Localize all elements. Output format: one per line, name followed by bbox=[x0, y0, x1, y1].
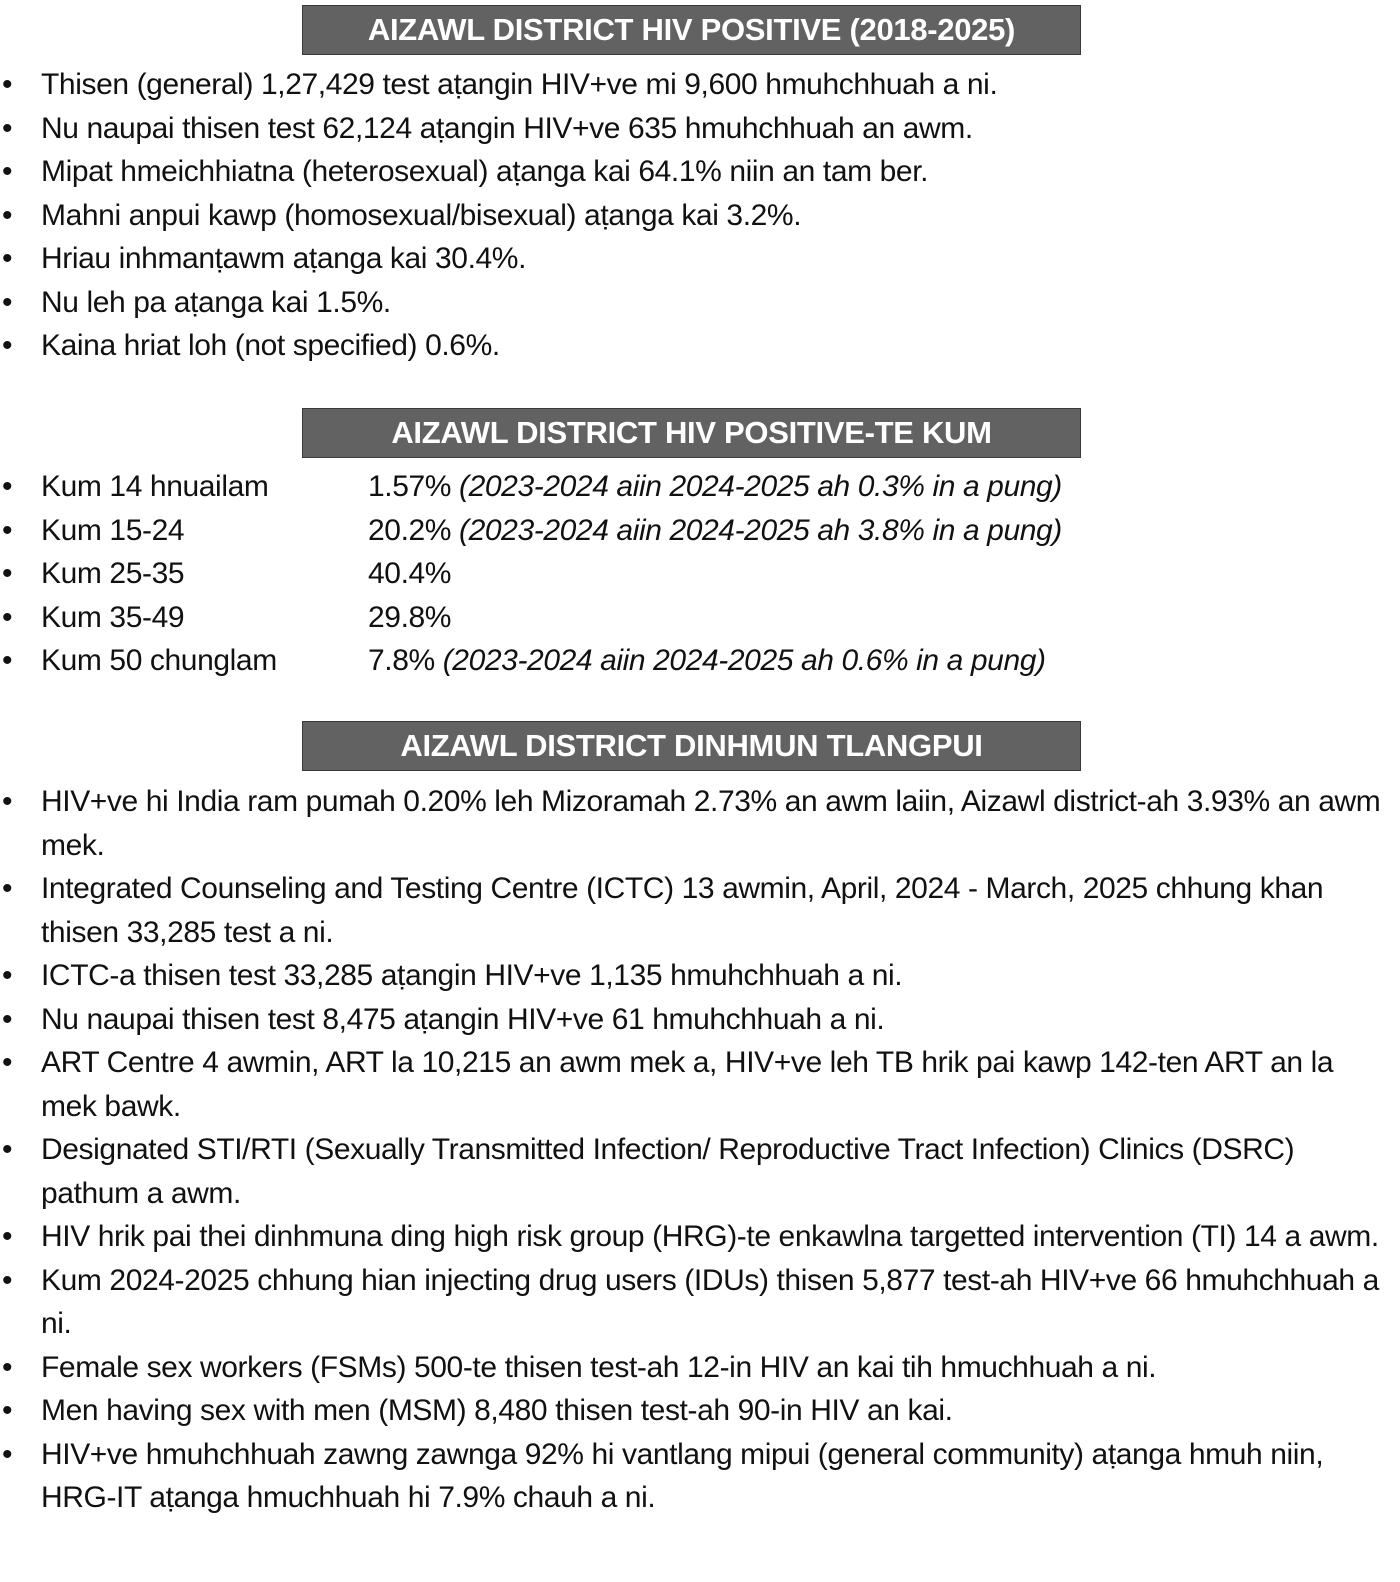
list-item: • Kum 2024-2025 chhung hian injecting drug users (IDUs) thisen 5,877 test-ah HIV+ve 66 hmuhchhuah a ni. bbox=[0, 1259, 1395, 1346]
age-group: Kum 35-49 bbox=[41, 600, 185, 634]
age-note: (2023-2024 aiin 2024-2025 ah 0.6% in a pung) bbox=[442, 644, 1046, 677]
overview-list bbox=[0, 780, 1395, 1520]
age-group: Kum 15-24 bbox=[41, 513, 185, 547]
age-value: 20.2% bbox=[368, 513, 452, 547]
list-item: • Hriau inhmanṭawm aṭanga kai 30.4%. bbox=[0, 237, 1395, 281]
list-item: • HIV+ve hi India ram pumah 0.20% leh Mizoramah 2.73% an awm laiin, Aizawl district-ah 3.93% an awm mek. bbox=[0, 780, 1395, 867]
age-group: Kum 14 hnuailam bbox=[41, 470, 269, 503]
section-heading-age: AIZAWL DISTRICT HIV POSITIVE-TE KUM bbox=[302, 408, 1081, 458]
list-item: • ART Centre 4 awmin, ART la 10,215 an awm mek a, HIV+ve leh TB hrik pai kawp 142-ten ART an la mek bawk. bbox=[0, 1041, 1395, 1128]
age-value: 1.57% bbox=[368, 470, 452, 503]
hiv-positive-list bbox=[0, 63, 1395, 368]
list-item: • ICTC-a thisen test 33,285 aṭangin HIV+ve 1,135 hmuhchhuah a ni. bbox=[0, 954, 1395, 998]
list-item bbox=[0, 639, 1395, 683]
list-item: • HIV+ve hmuhchhuah zawng zawnga 92% hi vantlang mipui (general community) aṭanga hmuh niin, HRG-IT aṭanga hmuchhuah hi 7.9% chauh a ni. bbox=[0, 1433, 1395, 1520]
list-item: • HIV hrik pai thei dinhmuna ding high risk group (HRG)-te enkawlna targetted intervention (TI) 14 a awm. bbox=[0, 1215, 1395, 1259]
list-item: • Nu naupai thisen test 62,124 aṭangin HIV+ve 635 hmuhchhuah an awm. bbox=[0, 107, 1395, 151]
list-item: • Mipat hmeichhiatna (heterosexual) aṭanga kai 64.1% niin an tam ber. bbox=[0, 150, 1395, 194]
list-item bbox=[0, 596, 1395, 640]
list-item: • Kaina hriat loh (not specified) 0.6%. bbox=[0, 324, 1395, 368]
list-item: • Thisen (general) 1,27,429 test aṭangin HIV+ve mi 9,600 hmuhchhuah a ni. bbox=[0, 63, 1395, 107]
section-heading-hiv-positive: AIZAWL DISTRICT HIV POSITIVE (2018-2025) bbox=[302, 5, 1081, 55]
list-item: • Integrated Counseling and Testing Centre (ICTC) 13 awmin, April, 2024 - March, 2025 chhung khan thisen 33,285 test a ni. bbox=[0, 867, 1395, 954]
list-item: • Mahni anpui kawp (homosexual/bisexual) aṭanga kai 3.2%. bbox=[0, 194, 1395, 238]
list-item: • Female sex workers (FSMs) 500-te thisen test-ah 12-in HIV an kai tih hmuchhuah a ni. bbox=[0, 1346, 1395, 1390]
list-item: • Men having sex with men (MSM) 8,480 thisen test-ah 90-in HIV an kai. bbox=[0, 1389, 1395, 1433]
age-value: 40.4% bbox=[368, 557, 452, 590]
age-value: 7.8% bbox=[368, 644, 435, 677]
age-value: 29.8% bbox=[368, 600, 452, 634]
age-group: Kum 25-35 bbox=[41, 557, 185, 590]
list-item: • Designated STI/RTI (Sexually Transmitted Infection/ Reproductive Tract Infection) Clinics (DSRC) pathum a awm. bbox=[0, 1128, 1395, 1215]
list-item bbox=[0, 552, 1395, 596]
age-note: (2023-2024 aiin 2024-2025 ah 0.3% in a pung) bbox=[459, 470, 1062, 503]
age-group: Kum 50 chunglam bbox=[41, 644, 277, 677]
list-item: • Nu naupai thisen test 8,475 aṭangin HIV+ve 61 hmuhchhuah a ni. bbox=[0, 998, 1395, 1042]
age-list bbox=[0, 465, 1395, 683]
section-heading-overview: AIZAWL DISTRICT DINHMUN TLANGPUI bbox=[302, 721, 1081, 771]
list-item: • Nu leh pa aṭanga kai 1.5%. bbox=[0, 281, 1395, 325]
list-item bbox=[0, 509, 1395, 553]
list-item bbox=[0, 465, 1395, 509]
age-note: (2023-2024 aiin 2024-2025 ah 3.8% in a pung) bbox=[459, 513, 1062, 547]
